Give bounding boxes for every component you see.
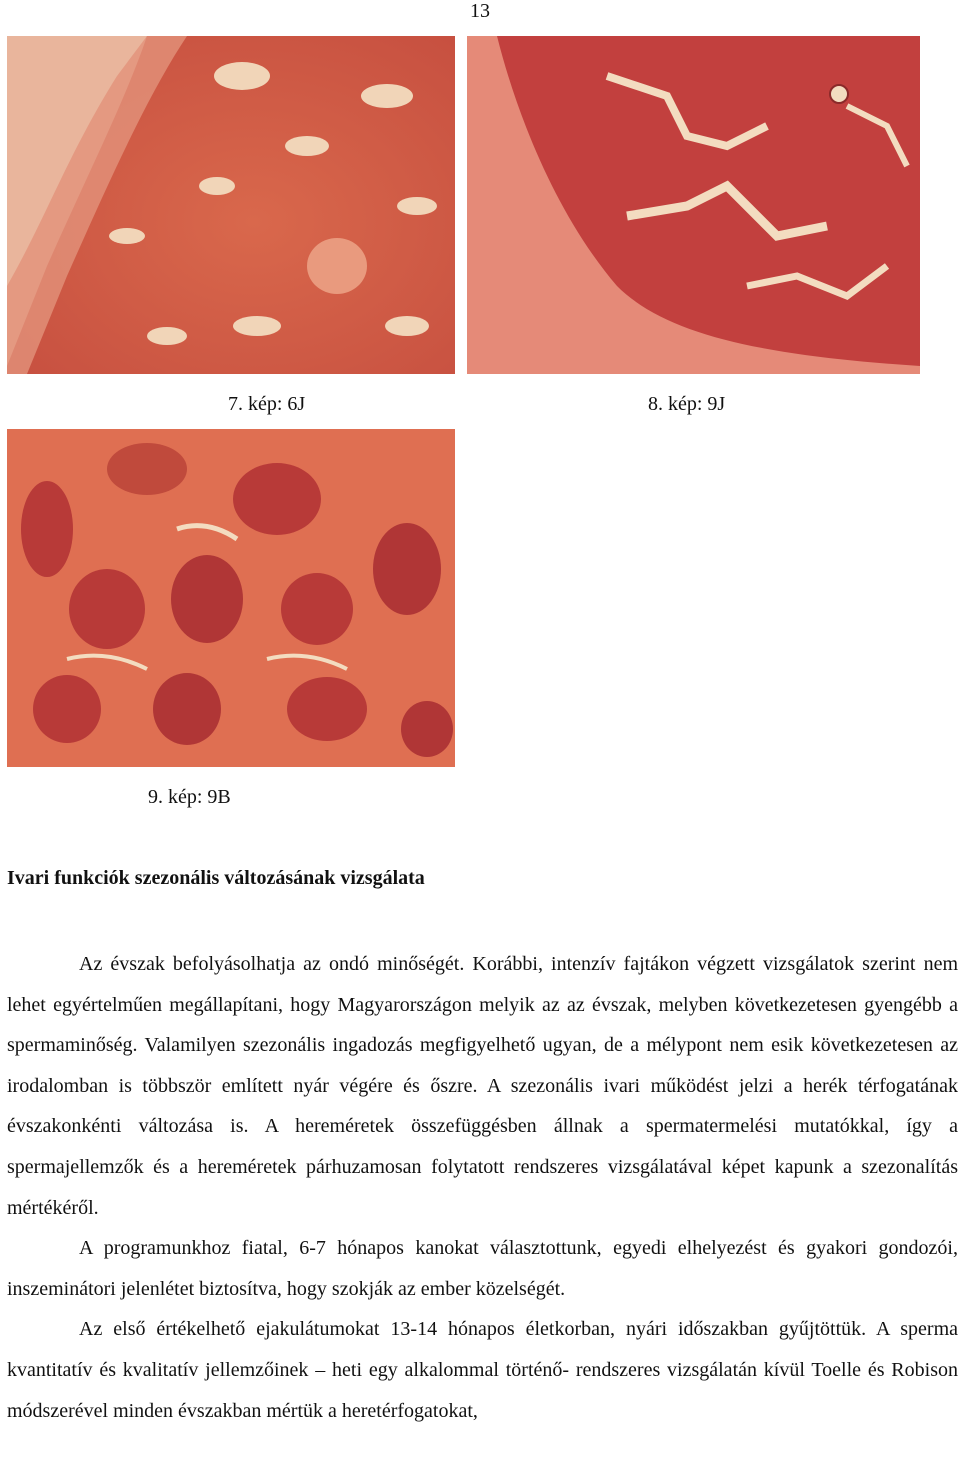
page-number: 13 (470, 0, 490, 22)
micrograph-image-9j (467, 36, 920, 374)
body-text (7, 944, 958, 1431)
paragraph-1: Az évszak befolyásolhatja az ondó minőségét. Korábbi, intenzív fajtákon végzett vizsgálatok szerint nem lehet egyértelműen megállapítani, hogy Magyarországon melyik az az évszak, melyben következetesen gyengébb a spermaminőség. Valamilyen szezonális ingadozás megfigyelhető ugyan, de a mélypont nem esik következetesen az irodalomban is többször említett nyár végére és őszre. A szezonális ivari működést jelzi a herék térfogatának évszakonkénti változása is. A hereméretek összefüggésben állnak a spermatermelési mutatókkal, így a spermajellemzők és a hereméretek párhuzamosan folytatott rendszeres vizsgálatával képet kapunk a szezonalítás mértékéről. (7, 953, 958, 1219)
figure-caption-7: 7. kép: 6J (228, 393, 306, 415)
micrograph-image-9b (7, 429, 455, 767)
figure-caption-8: 8. kép: 9J (648, 393, 726, 415)
micrograph-image-6j (7, 36, 455, 374)
figure-caption-9: 9. kép: 9B (148, 786, 231, 808)
paragraph-3: Az első értékelhető ejakulátumokat 13-14 hónapos életkorban, nyári időszakban gyűjtöttük. A sperma kvantitatív és kvalitatív jellemzőinek – heti egy alkalommal történő- rendszeres vizsgálatán kívül Toelle és Robison módszerével minden évszakban mértük a heretérfogatokat, (7, 1318, 958, 1422)
paragraph-2: A programunkhoz fiatal, 6-7 hónapos kanokat választottunk, egyedi elhelyezést és gyakori gondozói, inszeminátori jelenlétet biztosítva, hogy szokják az ember közelségét. (7, 1237, 958, 1300)
section-heading: Ivari funkciók szezonális változásának vizsgálata (7, 867, 425, 889)
